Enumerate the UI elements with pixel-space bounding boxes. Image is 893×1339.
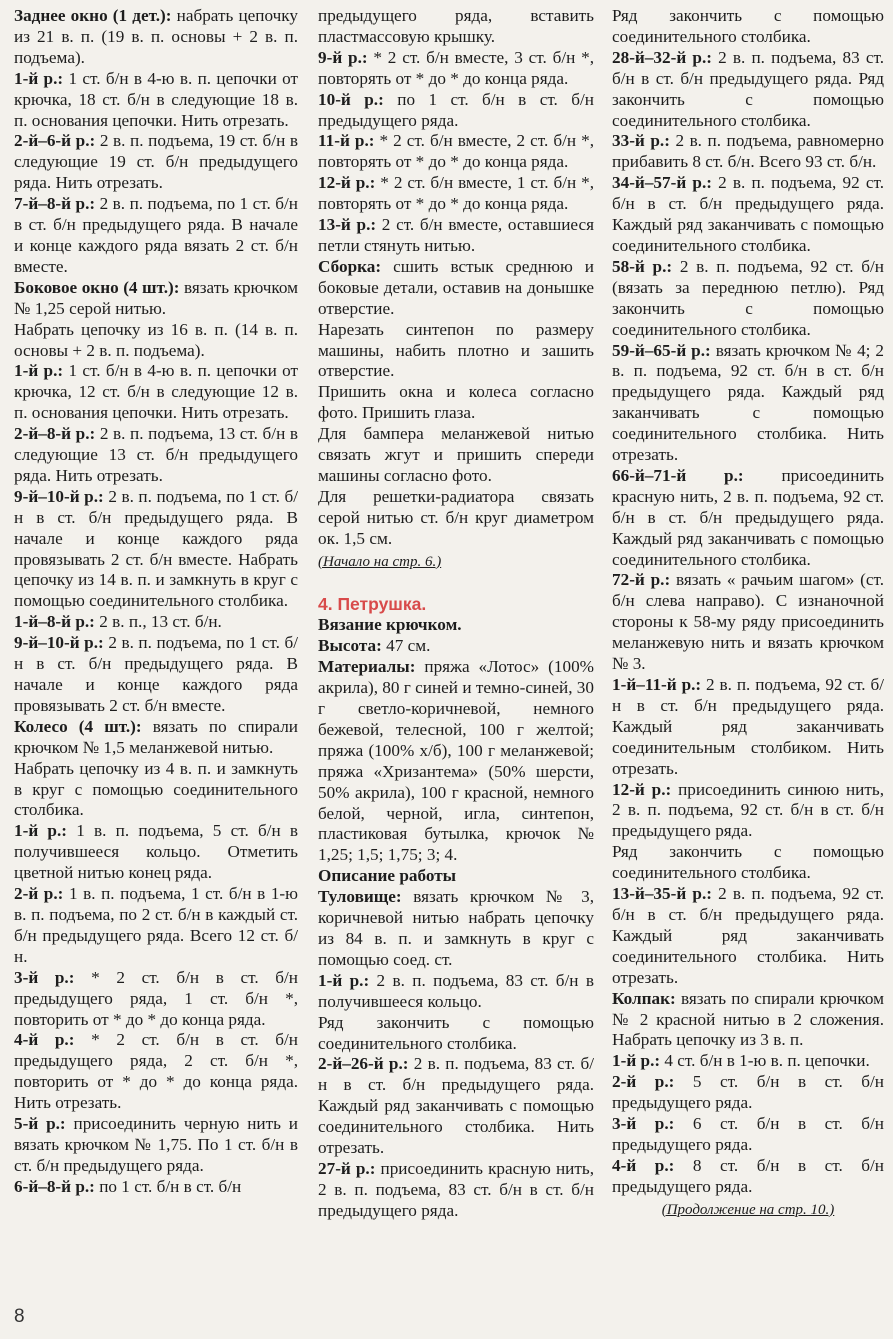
- paragraph-text: 2 в. п., 13 ст. б/н.: [94, 612, 222, 632]
- paragraph-text: 1 ст. б/н в 4-ю в. п. цепочки от крючка, 18 ст. б/н в следующие 18 в. п. основания цепочки. Нить отрезать.: [14, 68, 298, 130]
- paragraph-text: 2 в. п. подъема, 92 ст. б/н в ст. б/н предыдущего ряда. Каждый ряд заканчивать с помощью соединительного столбика.: [612, 173, 884, 255]
- paragraph-heading: 1-й р.:: [14, 821, 68, 841]
- paragraph: [318, 487, 594, 550]
- paragraph-heading: 9-й–10-й р.:: [14, 633, 104, 653]
- paragraph: [318, 48, 594, 90]
- paragraph-text: 6 ст. б/н в ст. б/н предыдущего ряда.: [612, 1114, 884, 1154]
- paragraph-text: Набрать цепочку из 4 в. п. и замкнуть в круг с помощью соединительного столбика.: [14, 758, 298, 820]
- paragraph-text: вязать « рачьим шагом» (ст. б/н слева направо). С изнаночной стороны к 58-му ряду присоединить меланжевую нить и вязать крючком № 3.: [612, 570, 884, 674]
- paragraph-text: 2 в. п. подъема, по 1 ст. б/н в ст. б/н предыдущего ряда. В начале и конце каждого ряда вязать 2 ст. б/н вместе.: [14, 194, 298, 276]
- paragraph-text: присоединить синюю нить, 2 в. п. подъема, 92 ст. б/н в ст. б/н предыдущего ряда.: [612, 779, 884, 841]
- paragraph-text: 5 ст. б/н в ст. б/н предыдущего ряда.: [612, 1072, 884, 1113]
- paragraph-heading: 1-й р.:: [14, 68, 64, 88]
- paragraph-heading: 27-й р.:: [318, 1158, 376, 1178]
- paragraph-heading: 58-й р.:: [612, 256, 673, 276]
- column-3: [612, 6, 884, 1221]
- paragraph-heading: 7-й–8-й р.:: [14, 194, 96, 214]
- paragraph: [612, 842, 884, 884]
- paragraph-text: * 2 ст. б/н в ст. б/н предыдущего ряда, 2 ст. б/н *, повторить от * до * до конца ряда. Нить отрезать.: [14, 1030, 298, 1113]
- paragraph-text: Нарезать синтепон по размеру машины, набить плотно и зашить отверстие.: [318, 319, 594, 381]
- paragraph-heading: 2-й–6-й р.:: [14, 131, 96, 151]
- paragraph-heading: 34-й–57-й р.:: [612, 173, 712, 193]
- paragraph: [318, 1013, 594, 1055]
- paragraph-text: 2 в. п. подъема, 83 ст. б/н в ст. б/н предыдущего ряда. Каждый ряд заканчивать с помощью соединительного столбика. Нить отрезать.: [318, 1054, 594, 1158]
- paragraph: [612, 675, 884, 780]
- paragraph-text: 2 в. п. подъема, 92 ст. б/н (вязать за переднюю петлю). Ряд закончить с помощью соединительного столбика.: [612, 256, 884, 339]
- paragraph: [318, 1054, 594, 1159]
- paragraph-heading: 5-й р.:: [14, 1114, 66, 1134]
- paragraph-heading: 2-й р.:: [14, 884, 64, 904]
- paragraph: [612, 1156, 884, 1198]
- paragraph-heading: 1-й–11-й р.:: [612, 675, 702, 694]
- paragraph: [612, 131, 884, 173]
- paragraph-heading: 6-й–8-й р.:: [14, 1176, 95, 1196]
- paragraph: [14, 424, 298, 487]
- paragraph: [14, 884, 298, 968]
- paragraph-heading: 11-й р.:: [318, 131, 375, 151]
- paragraph: [612, 989, 884, 1052]
- paragraph-heading: 1-й–8-й р.:: [14, 612, 95, 632]
- paragraph-heading: 1-й р.:: [612, 1051, 661, 1071]
- paragraph: [318, 173, 594, 215]
- paragraph-text: 2 в. п. подъема, по 1 ст. б/н в ст. б/н предыдущего ряда. В начале и конце каждого ряда провязывать 2 ст. б/н вместе. Набрать цепочку из 14 в. п. и замкнуть в круг с помощью соединительного столбика.: [14, 486, 298, 611]
- paragraph: [612, 1072, 884, 1114]
- paragraph: [14, 1030, 298, 1114]
- paragraph-text: 2 в. п. подъема, 92 ст. б/н в ст. б/н предыдущего ряда. Каждый ряд заканчивать соединительного столбика. Нить отрезать.: [612, 884, 884, 987]
- paragraph-text: присоединить красную нить, 2 в. п. подъема, 83 ст. б/н в ст. б/н предыдущего ряда.: [318, 1158, 594, 1220]
- paragraph: [318, 971, 594, 1013]
- paragraph-heading: 10-й р.:: [318, 89, 384, 109]
- paragraph-text: Ряд закончить с помощью соединительного столбика.: [318, 1012, 594, 1053]
- paragraph-text: 2 в. п. подъема, 83 ст. б/н в получившееся кольцо.: [318, 970, 594, 1011]
- column-2-bottom: [318, 615, 594, 1221]
- paragraph-heading: 4-й р.:: [612, 1155, 675, 1175]
- paragraph: [612, 1051, 884, 1072]
- paragraph-heading: 28-й–32-й р.:: [612, 47, 712, 67]
- paragraph-text: 2 в. п. подъема, равномерно прибавить 8 ст. б/н. Всего 93 ст. б/н.: [612, 131, 884, 172]
- paragraph-text: 2 ст. б/н вместе, оставшиеся петли стянуть нитью.: [318, 215, 594, 255]
- paragraph: [14, 1114, 298, 1177]
- paragraph: [318, 615, 594, 636]
- paragraph: [612, 780, 884, 843]
- paragraph-heading: 2-й р.:: [612, 1072, 675, 1092]
- paragraph-text: * 2 ст. б/н вместе, 3 ст. б/н *, повторять от * до * до конца ряда.: [318, 47, 594, 88]
- paragraph-text: вязать крючком № 3, коричневой нитью набрать цепочку из 84 в. п. и замкнуть в круг с помощью соед. ст.: [318, 887, 594, 969]
- paragraph: [612, 6, 884, 48]
- paragraph-heading: 66-й–71-й р.:: [612, 465, 744, 485]
- continued-on-note: (Продолжение на стр. 10.): [661, 1201, 835, 1218]
- paragraph-text: 47 см.: [381, 636, 431, 656]
- paragraph-heading: 12-й р.:: [612, 779, 672, 799]
- paragraph-heading: Сборка:: [318, 256, 382, 276]
- paragraph: [612, 570, 884, 675]
- column-3-body: [612, 6, 884, 1198]
- paragraph: [612, 341, 884, 466]
- paragraph-text: Пришить окна и колеса согласно фото. Пришить глаза.: [318, 382, 594, 423]
- paragraph: [14, 361, 298, 424]
- paragraph-text: пряжа «Лотос» (100% акрила), 80 г синей и темно-синей, 30 г светло-коричневой, немного бежевой, телесной, 100 г желтой; пряжа (100% х/б), 100 г меланжевой; пряжа «Хризантема» (50% шерсти, 50% акрила), 100 г красной, немного белой, черной, игла, синтепон, пластиковая бутылка, крючок № 1,25; 1,5; 1,75; 3; 4.: [318, 657, 594, 865]
- paragraph: [318, 1159, 594, 1222]
- paragraph-text: 8 ст. б/н в ст. б/н предыдущего ряда.: [612, 1155, 884, 1196]
- column-2-top: [318, 6, 594, 550]
- paragraph-heading: 3-й р.:: [14, 967, 75, 987]
- paragraph: [318, 636, 594, 657]
- paragraph: [612, 1114, 884, 1156]
- paragraph: [14, 612, 298, 633]
- paragraph: [14, 1177, 298, 1198]
- column-1: [14, 6, 298, 1198]
- paragraph-text: 2 в. п. подъема, по 1 ст. б/н в ст. б/н предыдущего ряда. В начале и конце каждого ряда провязывать 2 ст. б/н вместе.: [14, 633, 298, 715]
- paragraph: [612, 48, 884, 132]
- paragraph: [14, 6, 298, 69]
- paragraph-heading: Заднее окно (1 дет.):: [14, 6, 172, 25]
- paragraph: [318, 382, 594, 424]
- paragraph: [14, 633, 298, 717]
- paragraph: [612, 884, 884, 989]
- paragraph-heading: Туловище:: [318, 887, 402, 907]
- paragraph-heading: Вязание крючком.: [318, 615, 462, 635]
- paragraph-heading: 59-й–65-й р.:: [612, 340, 711, 360]
- paragraph-text: вязать крючком № 4; 2 в. п. подъема, 92 ст. б/н в ст. б/н предыдущего ряда. Каждый ряд заканчивать с помощью соединительного столбика. Нить отрезать.: [612, 340, 884, 465]
- paragraph-heading: 13-й р.:: [318, 215, 377, 235]
- paragraph-heading: Материалы:: [318, 657, 416, 677]
- paragraph: [318, 215, 594, 257]
- paragraph: [14, 69, 298, 132]
- paragraph-text: 1 в. п. подъема, 5 ст. б/н в получившееся кольцо. Отметить цветной нитью конец ряда.: [14, 821, 298, 883]
- paragraph-text: сшить встык среднюю и боковые детали, оставив на донышке отверстие.: [318, 256, 594, 318]
- paragraph: [318, 424, 594, 487]
- paragraph-heading: 9-й р.:: [318, 47, 368, 67]
- paragraph-heading: 3-й р.:: [612, 1114, 675, 1134]
- paragraph-text: 2 в. п. подъема, 92 ст. б/н в ст. б/н предыдущего ряда. Каждый ряд заканчивать соединительным столбиком. Нить отрезать.: [612, 675, 884, 778]
- paragraph: [318, 131, 594, 173]
- paragraph-text: присоединить красную нить, 2 в. п. подъема, 92 ст. б/н в ст. б/н предыдущего ряда. Каждый ряд заканчивать с помощью соединительного столбика.: [612, 465, 884, 569]
- paragraph: [14, 131, 298, 194]
- paragraph-text: Для бампера меланжевой нитью связать жгут и пришить спереди машины согласно фото.: [318, 424, 594, 485]
- paragraph-heading: Боковое окно (4 шт.):: [14, 277, 180, 297]
- paragraph-text: по 1 ст. б/н в ст. б/н предыдущего ряда.: [318, 89, 594, 130]
- paragraph-text: Ряд закончить с помощью соединительного столбика.: [612, 6, 884, 46]
- paragraph: [14, 968, 298, 1031]
- paragraph-heading: Высота:: [318, 636, 382, 656]
- paragraph-heading: 1-й р.:: [318, 970, 370, 990]
- paragraph-text: вязать по спирали крючком № 1,5 меланжевой нитью.: [14, 716, 298, 757]
- continued-from-note: (Начало на стр. 6.): [318, 553, 442, 570]
- paragraph-heading: Колпак:: [612, 988, 676, 1008]
- paragraph: [318, 257, 594, 320]
- paragraph-heading: 12-й р.:: [318, 173, 376, 193]
- paragraph-heading: 9-й–10-й р.:: [14, 486, 104, 506]
- paragraph-heading: 13-й–35-й р.:: [612, 884, 712, 904]
- paragraph: [318, 887, 594, 971]
- paragraph: [318, 866, 594, 887]
- paragraph-text: 4 ст. б/н в 1-ю в. п. цепочки.: [660, 1051, 870, 1071]
- paragraph: [318, 90, 594, 132]
- paragraph: [612, 466, 884, 571]
- paragraph-text: набрать цепочку из 21 в. п. (19 в. п. основы + 2 в. п. подъема).: [14, 6, 298, 67]
- paragraph-heading: 72-й р.:: [612, 570, 671, 590]
- paragraph-text: 2 в. п. подъема, 13 ст. б/н в следующие 13 ст. б/н предыдущего ряда. Нить отрезать.: [14, 424, 298, 485]
- paragraph-heading: 2-й–26-й р.:: [318, 1054, 409, 1074]
- paragraph: [14, 821, 298, 884]
- paragraph-text: * 2 ст. б/н вместе, 2 ст. б/н *, повторять от * до * до конца ряда.: [318, 131, 594, 172]
- paragraph-text: вязать по спирали крючком № 2 красной нитью в 2 сложения. Набрать цепочку из 3 в. п.: [612, 988, 884, 1050]
- paragraph-text: предыдущего ряда, вставить пластмассовую крышку.: [318, 6, 594, 46]
- column-2: [318, 6, 594, 1222]
- paragraph-text: вязать крючком № 1,25 серой нитью.: [14, 277, 298, 318]
- paragraph: [612, 257, 884, 341]
- paragraph-text: Набрать цепочку из 16 в. п. (14 в. п. основы + 2 в. п. подъема).: [14, 319, 298, 360]
- paragraph-heading: 4-й р.:: [14, 1030, 75, 1050]
- paragraph-text: Для решетки-радиатора связать серой нитью ст. б/н круг диаметром ок. 1,5 см.: [318, 486, 594, 548]
- page-number: 8: [14, 1306, 25, 1327]
- paragraph-text: Ряд закончить с помощью соединительного столбика.: [612, 842, 884, 883]
- paragraph-text: * 2 ст. б/н в ст. б/н предыдущего ряда, 1 ст. б/н *, повторить от * до * до конца ряда.: [14, 967, 298, 1029]
- section-title: 4. Петрушка.: [318, 594, 427, 615]
- paragraph-heading: Описание работы: [318, 866, 457, 886]
- paragraph-heading: Колесо (4 шт.):: [14, 716, 142, 736]
- paragraph-text: 1 ст. б/н в 4-ю в. п. цепочки от крючка, 12 ст. б/н в следующие 12 в. п. основания цепочки. Нить отрезать.: [14, 361, 298, 423]
- paragraph: [14, 278, 298, 320]
- paragraph: [318, 657, 594, 866]
- paragraph: [14, 487, 298, 612]
- paragraph-text: присоединить черную нить и вязать крючком № 1,75. По 1 ст. б/н в ст. б/н предыдущего ряда.: [14, 1114, 298, 1175]
- paragraph: [318, 6, 594, 48]
- paragraph: [14, 759, 298, 822]
- paragraph: [14, 320, 298, 362]
- paragraph: [318, 320, 594, 383]
- paragraph-heading: 2-й–8-й р.:: [14, 424, 96, 444]
- paragraph: [612, 173, 884, 257]
- paragraph-heading: 1-й р.:: [14, 361, 64, 381]
- paragraph-text: 1 в. п. подъема, 1 ст. б/н в 1-ю в. п. подъема, по 2 ст. б/н в каждый ст. б/н предыдущего ряда. Всего 12 ст. б/н.: [14, 884, 298, 966]
- paragraph: [14, 194, 298, 278]
- paragraph-text: 2 в. п. подъема, 83 ст. б/н в ст. б/н предыдущего ряда. Ряд закончить с помощью соединительного столбика.: [612, 47, 884, 130]
- paragraph-text: по 1 ст. б/н в ст. б/н: [94, 1176, 242, 1196]
- paragraph-text: * 2 ст. б/н вместе, 1 ст. б/н *, повторять от * до * до конца ряда.: [318, 173, 594, 214]
- paragraph-heading: 33-й р.:: [612, 131, 670, 151]
- paragraph-text: 2 в. п. подъема, 19 ст. б/н в следующие 19 ст. б/н предыдущего ряда. Нить отрезать.: [14, 131, 298, 193]
- paragraph: [14, 717, 298, 759]
